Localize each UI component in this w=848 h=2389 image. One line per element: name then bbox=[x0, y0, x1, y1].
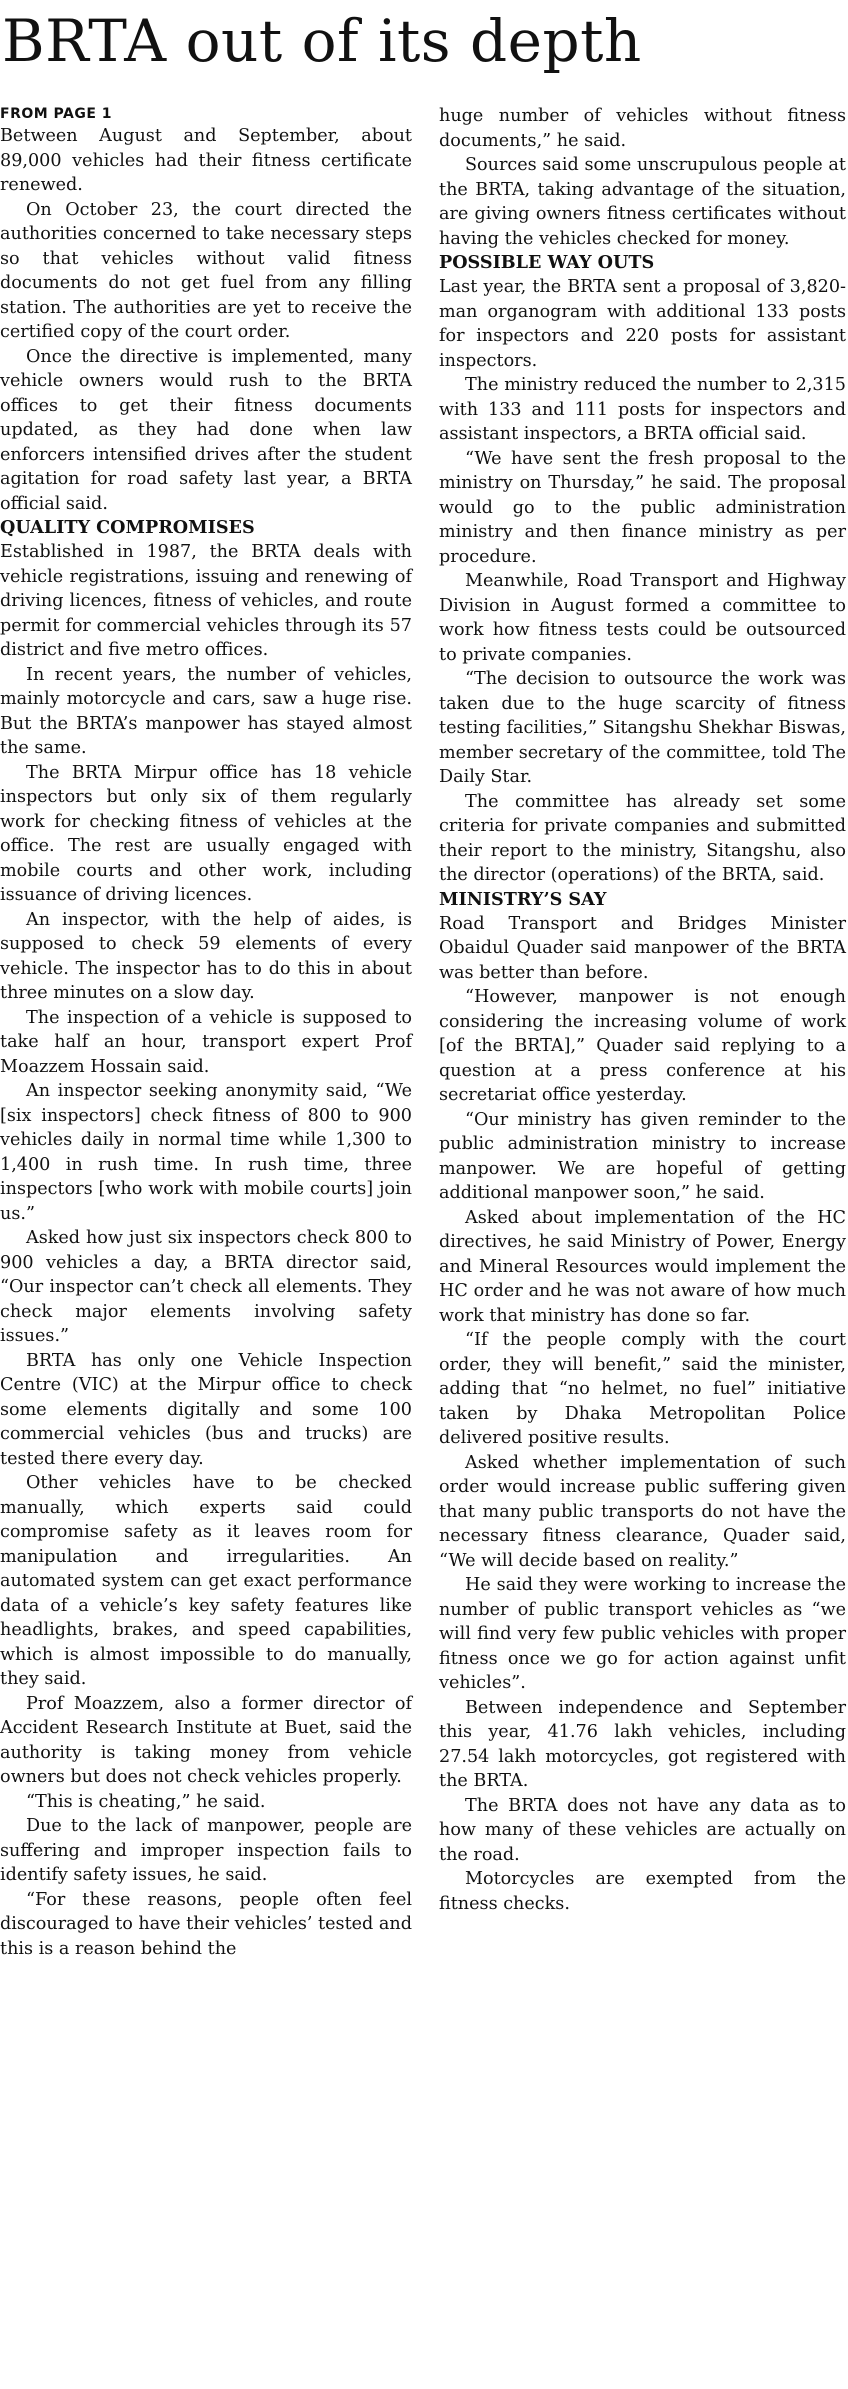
paragraph: Prof Moazzem, also a former director of Accident Research Institute at Buet, said the authority is taking money from vehicle owners but does not check vehicles properly. bbox=[0, 1693, 412, 1787]
paragraph: Established in 1987, the BRTA deals with vehicle registrations, issuing and renewing of driving licences, fitness of vehicles, and route permit for commercial vehicles through its 57 district and five metro offices. bbox=[0, 542, 412, 660]
paragraph: Between independence and September this year, 41.76 lakh vehicles, including 27.54 lakh motorcycles, got registered with the BRTA. bbox=[439, 1697, 846, 1791]
paragraph: “We have sent the fresh proposal to the ministry on Thursday,” he said. The proposal would go to the public administration ministry and then finance ministry as per procedure. bbox=[439, 448, 846, 567]
subhead-possible-way-outs: POSSIBLE WAY OUTS bbox=[439, 252, 655, 273]
paragraph: The committee has already set some criteria for private companies and submitted their report to the ministry, Sitangshu, also the director (operations) of the BRTA, said. bbox=[439, 791, 846, 885]
subhead-quality-compromises: QUALITY COMPROMISES bbox=[0, 517, 255, 538]
paragraph: “The decision to outsource the work was taken due to the huge scarcity of fitness testing facilities,” Sitangshu Shekhar Biswas, member secretary of the committee, told The Daily Star. bbox=[439, 669, 846, 787]
article-column-left bbox=[0, 104, 412, 1961]
paragraph: Other vehicles have to be checked manually, which experts said could compromise safety as it leaves room for manipulation and irregularities. An automated system can get exact performance data of a vehicle’s key safety features like headlights, brakes, and speed capabilities, which is almost impossible to do manually, they said. bbox=[0, 1473, 412, 1689]
paragraph: The BRTA Mirpur office has 18 vehicle inspectors but only six of them regularly work for checking fitness of vehicles at the office. The rest are usually engaged with mobile courts and other work, including issuance of driving licences. bbox=[0, 762, 412, 905]
paragraph: The BRTA does not have any data as to how many of these vehicles are actually on the road. bbox=[439, 1795, 846, 1865]
subhead-ministrys-say: MINISTRY’S SAY bbox=[439, 888, 607, 910]
paragraph: An inspector, with the help of aides, is supposed to check 59 elements of every vehicle. The inspector has to do this in about three minutes on a slow day. bbox=[0, 909, 412, 1003]
paragraph: Last year, the BRTA sent a proposal of 3,820-man organogram with additional 133 posts for inspectors and 220 posts for assistant inspectors. bbox=[439, 277, 846, 371]
paragraph: “For these reasons, people often feel discouraged to have their vehicles’ tested and this is a reason behind the bbox=[0, 1889, 412, 1959]
paragraph: Asked about implementation of the HC directives, he said Ministry of Power, Energy and Mineral Resources would implement the HC order and he was not aware of how much work that ministry has done so far. bbox=[439, 1207, 846, 1326]
paragraph: Motorcycles are exempted from the fitness checks. bbox=[439, 1869, 846, 1914]
paragraph: “If the people comply with the court order, they will benefit,” said the minister, adding that “no helmet, no fuel” initiative taken by Dhaka Metropolitan Police delivered positive results. bbox=[439, 1330, 846, 1448]
paragraph: Due to the lack of manpower, people are suffering and improper inspection fails to identify safety issues, he said. bbox=[0, 1816, 412, 1885]
dateline: FROM PAGE 1 bbox=[0, 106, 113, 122]
paragraph: Between August and September, about 89,000 vehicles had their fitness certificate renewed. bbox=[0, 126, 412, 195]
paragraph: “However, manpower is not enough considering the increasing volume of work [of the BRTA],” Quader said replying to a question at a press conference at his secretariat office yesterday. bbox=[439, 987, 846, 1105]
article-column-right bbox=[439, 104, 846, 1916]
paragraph: In recent years, the number of vehicles, mainly motorcycle and cars, saw a huge rise. But the BRTA’s manpower has stayed almost the same. bbox=[0, 664, 412, 758]
paragraph: On October 23, the court directed the authorities concerned to take necessary steps so that vehicles without valid fitness documents do not get fuel from any filling station. The authorities are yet to receive the certified copy of the court order. bbox=[0, 199, 412, 342]
article-headline: BRTA out of its depth bbox=[2, 7, 642, 75]
paragraph: An inspector seeking anonymity said, “We [six inspectors] check fitness of 800 to 900 vehicles daily in normal time while 1,300 to 1,400 in rush time. In rush time, three inspectors [who work with mobile courts] join us.” bbox=[0, 1081, 412, 1224]
paragraph: Meanwhile, Road Transport and Highway Division in August formed a committee to work how fitness tests could be outsourced to private companies. bbox=[439, 571, 846, 665]
paragraph: Once the directive is implemented, many vehicle owners would rush to the BRTA offices to get their fitness documents updated, as they had done when law enforcers intensified drives after the student agitation for road safety last year, a BRTA official said. bbox=[0, 346, 412, 514]
paragraph: Asked whether implementation of such order would increase public suffering given that many public transports do not have the necessary fitness clearance, Quader said, “We will decide based on reality.” bbox=[439, 1452, 846, 1571]
paragraph: The inspection of a vehicle is supposed to take half an hour, transport expert Prof Moazzem Hossain said. bbox=[0, 1007, 412, 1077]
paragraph: “This is cheating,” he said. bbox=[26, 1791, 266, 1812]
paragraph: “Our ministry has given reminder to the public administration ministry to increase manpower. We are hopeful of getting additional manpower soon,” he said. bbox=[439, 1109, 846, 1203]
paragraph: Road Transport and Bridges Minister Obaidul Quader said manpower of the BRTA was better than before. bbox=[439, 913, 846, 983]
paragraph: Sources said some unscrupulous people at the BRTA, taking advantage of the situation, are giving owners fitness certificates without having the vehicles checked for money. bbox=[439, 155, 846, 249]
paragraph: Asked how just six inspectors check 800 to 900 vehicles a day, a BRTA director said, “Our inspector can’t check all elements. They check major elements involving safety issues.” bbox=[0, 1228, 412, 1346]
paragraph: BRTA has only one Vehicle Inspection Centre (VIC) at the Mirpur office to check some elements digitally and some 100 commercial vehicles (bus and trucks) are tested there every day. bbox=[0, 1350, 412, 1469]
paragraph: huge number of vehicles without fitness documents,” he said. bbox=[439, 106, 846, 151]
paragraph: The ministry reduced the number to 2,315 with 133 and 111 posts for inspectors and assistant inspectors, a BRTA official said. bbox=[439, 375, 846, 444]
paragraph: He said they were working to increase the number of public transport vehicles as “we will find very few public vehicles with proper fitness once we go for action against unfit vehicles”. bbox=[439, 1575, 846, 1693]
